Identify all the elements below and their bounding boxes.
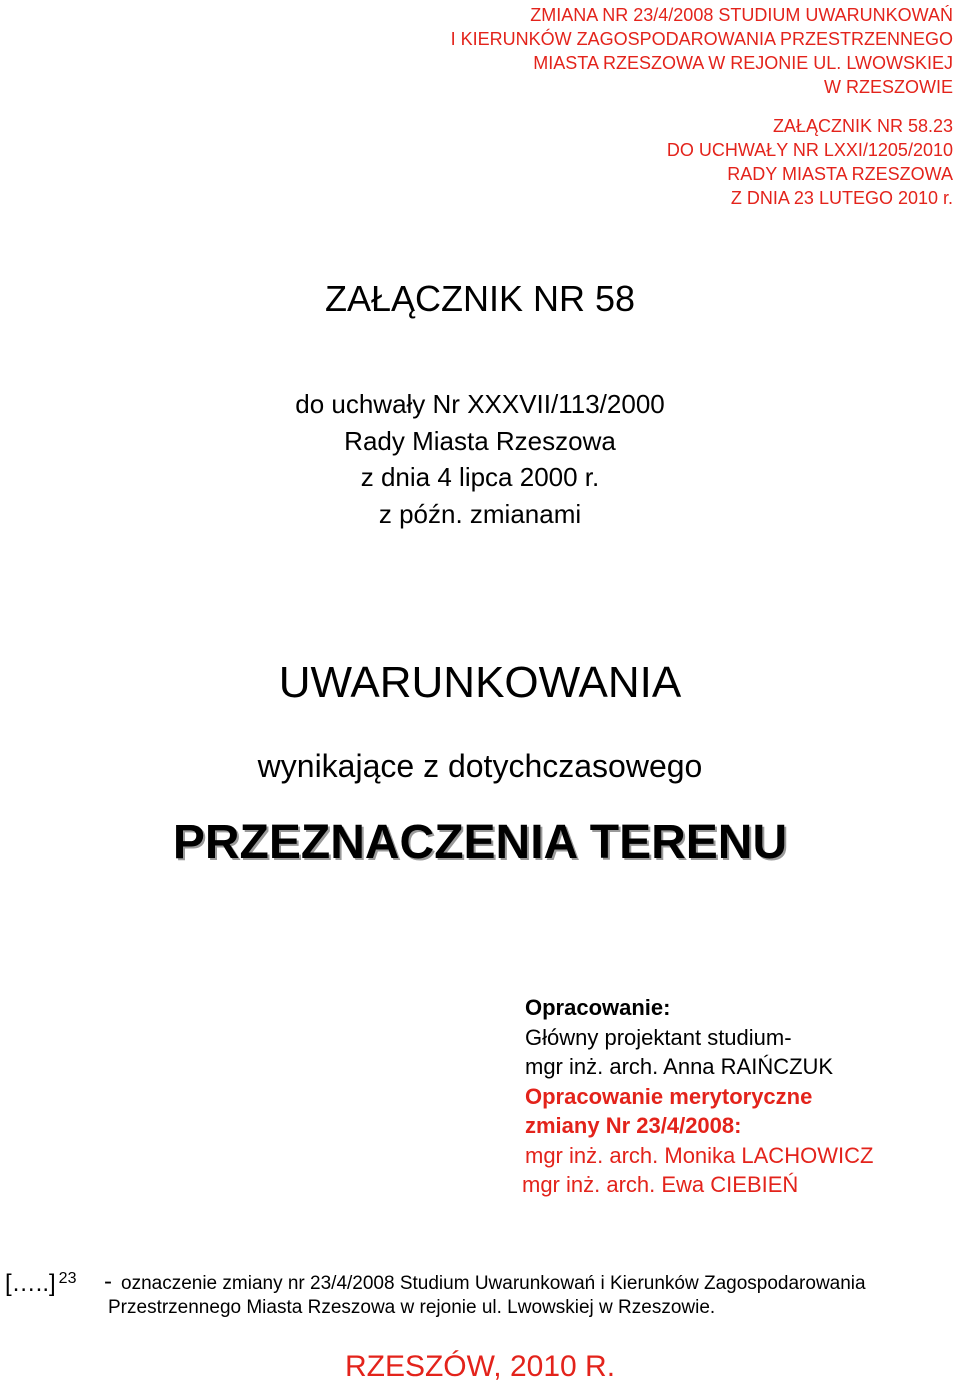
change-author: mgr inż. arch. Ewa CIEBIEŃ [522, 1172, 799, 1197]
attachment-header-line: Z DNIA 23 LUTEGO 2010 r. [730, 188, 953, 208]
main-heading: UWARUNKOWANIA [278, 658, 682, 707]
designer-role: Główny projektant studium- [525, 1024, 792, 1050]
footnote-line: Przestrzennego Miasta Rzeszowa w rejonie ul. Lwowskiej w Rzeszowie. [108, 1297, 716, 1318]
change-number-label: zmiany Nr 23/4/2008: [525, 1113, 742, 1138]
heading-land-use: PRZEZNACZENIA TERENU [172, 816, 788, 869]
attachment-header-line: DO UCHWAŁY NR LXXI/1205/2010 [666, 140, 953, 160]
footnote-bracket: […..] [5, 1270, 56, 1297]
preparation-label: Opracowanie: [525, 995, 671, 1020]
resolution-line: Rady Miasta Rzeszowa [344, 425, 616, 456]
resolution-line: z dnia 4 lipca 2000 r. [360, 462, 600, 493]
change-header-line: I KIERUNKÓW ZAGOSPODAROWANIA PRZESTRZENNEGO [450, 29, 953, 49]
change-header [451, 3, 953, 99]
attachment-title: ZAŁĄCZNIK NR 58 [324, 278, 636, 319]
footnote-dash: - [104, 1268, 112, 1295]
footnote [0, 1266, 960, 1326]
footnote-superscript: 23 [58, 1270, 77, 1287]
change-author: mgr inż. arch. Monika LACHOWICZ [525, 1142, 874, 1168]
change-header-line: W RZESZOWIE [824, 77, 953, 97]
place-date: RZESZÓW, 2010 R. [344, 1350, 616, 1383]
attachment-header-line: ZAŁĄCZNIK NR 58.23 [772, 116, 953, 136]
change-preparation-label: Opracowanie merytoryczne [525, 1083, 813, 1109]
subheading: wynikające z dotychczasowego [257, 748, 703, 784]
attachment-header [667, 114, 953, 210]
resolution-reference [0, 386, 960, 532]
designer-name: mgr inż. arch. Anna RAIŃCZUK [525, 1054, 834, 1079]
footnote-line: oznaczenie zmiany nr 23/4/2008 Studium Uwarunkowań i Kierunków Zagospodarowania [121, 1273, 866, 1294]
change-header-line: MIASTA RZESZOWA W REJONIE UL. LWOWSKIEJ [533, 53, 953, 73]
attachment-header-line: RADY MIASTA RZESZOWA [727, 164, 953, 184]
preparation-block [522, 993, 874, 1200]
change-header-line: ZMIANA NR 23/4/2008 STUDIUM UWARUNKOWAŃ [530, 5, 953, 25]
resolution-line: do uchwały Nr XXXVII/113/2000 [295, 389, 665, 419]
resolution-line: z późn. zmianami [378, 498, 582, 529]
footnote-marker [5, 1270, 76, 1298]
